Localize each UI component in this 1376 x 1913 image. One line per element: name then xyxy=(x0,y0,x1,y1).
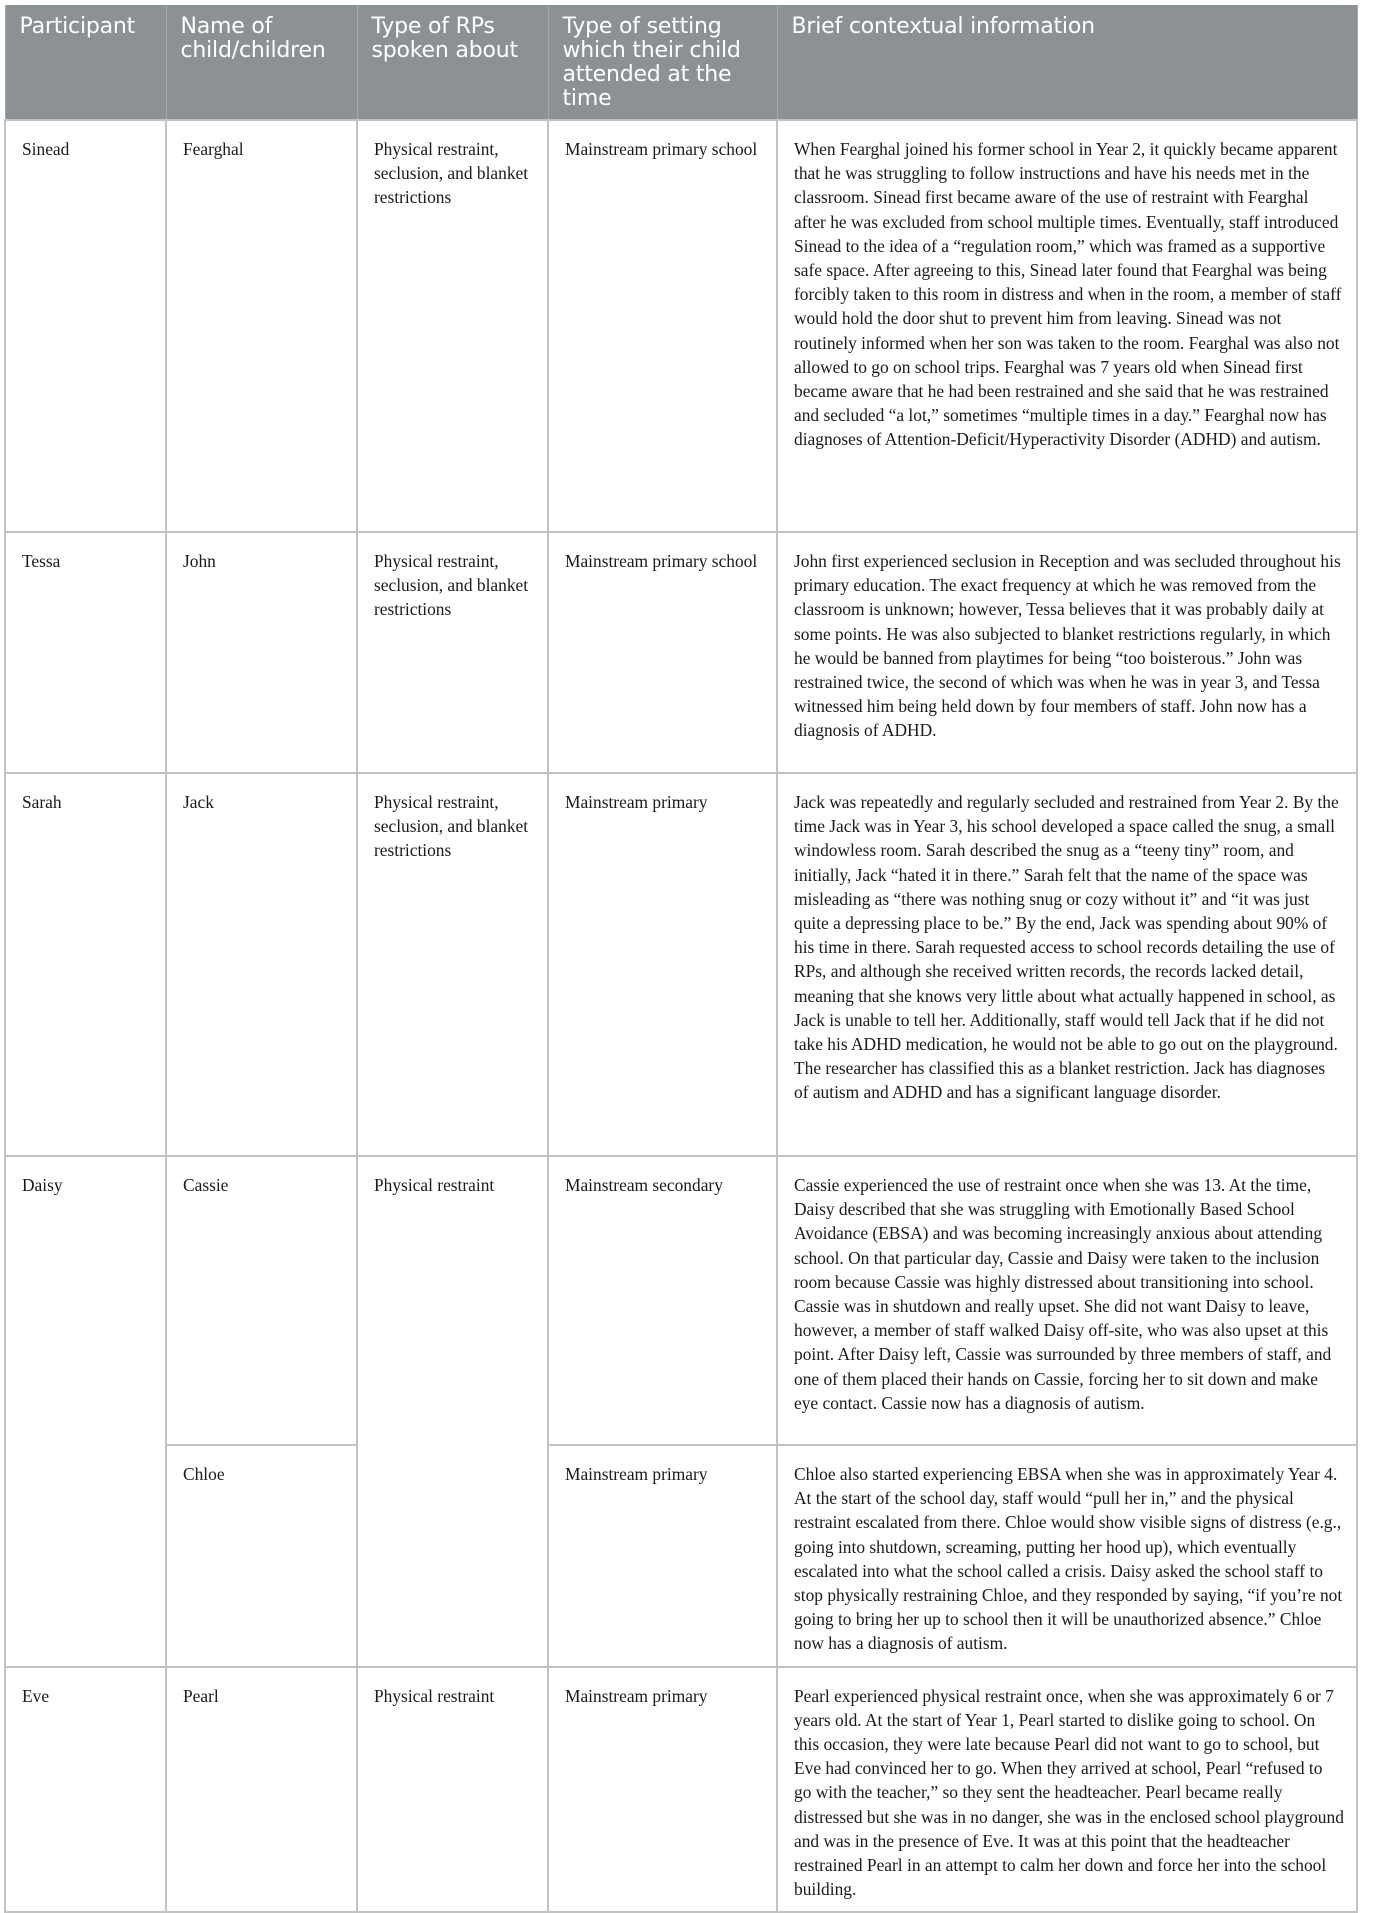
context-cell: Chloe also started experiencing EBSA when she was in approximately Year 4. At the start of the school day, staff would “pull her in,” and the physical restraint escalated from there. Chloe would show visible signs of distress (e.g., going into shutdown, screaming, putting her hood up), which eventually escalated into what the school called a crisis. Daisy asked the school staff to stop physically restraining Chloe, and they responded by saying, “if you’re not going to bring her up to school then it will be unauthorized absence.” Chloe now has a diagnosis of autism. xyxy=(777,1445,1357,1667)
header-setting-type: Type of setting which their child attended at the time xyxy=(548,5,777,120)
header-child-name: Name of child/children xyxy=(166,5,357,120)
rp-type-cell: Physical restraint, seclusion, and blanket restrictions xyxy=(357,532,548,773)
rp-type-cell: Physical restraint, seclusion, and blanket restrictions xyxy=(357,773,548,1156)
table-row xyxy=(5,1667,1357,1913)
table-row xyxy=(5,1156,1357,1445)
header-participant: Participant xyxy=(5,5,166,120)
setting-cell: Mainstream primary school xyxy=(548,120,777,532)
table-row xyxy=(5,532,1357,773)
context-cell: John first experienced seclusion in Reception and was secluded throughout his primary education. The exact frequency at which he was removed from the classroom is unknown; however, Tessa believes that it was probably daily at some points. He was also subjected to blanket restrictions regularly, in which he would be banned from playtimes for being “too boisterous.” John was restrained twice, the second of which was when he was in year 3, and Tessa witnessed him being held down by four members of staff. John now has a diagnosis of ADHD. xyxy=(777,532,1357,773)
child-cell: Jack xyxy=(166,773,357,1156)
child-cell: Chloe xyxy=(166,1445,357,1667)
child-cell: Cassie xyxy=(166,1156,357,1445)
table-row xyxy=(5,773,1357,1156)
context-cell: Cassie experienced the use of restraint once when she was 13. At the time, Daisy described that she was struggling with Emotionally Based School Avoidance (EBSA) and was becoming increasingly anxious about attending school. On that particular day, Cassie and Daisy were taken to the inclusion room because Cassie was highly distressed about transitioning into school. Cassie was in shutdown and really upset. She did not want Daisy to leave, however, a member of staff walked Daisy off-site, who was also upset at this point. After Daisy left, Cassie was surrounded by three members of staff, and one of them placed their hands on Cassie, forcing her to sit down and make eye contact. Cassie now has a diagnosis of autism. xyxy=(777,1156,1357,1445)
participant-cell: Eve xyxy=(5,1667,166,1913)
child-cell: Fearghal xyxy=(166,120,357,532)
header-context: Brief contextual information xyxy=(777,5,1357,120)
table-row xyxy=(5,1445,1357,1667)
child-cell: John xyxy=(166,532,357,773)
context-cell: When Fearghal joined his former school in Year 2, it quickly became apparent that he was struggling to follow instructions and have his needs met in the classroom. Sinead first became aware of the use of restraint with Fearghal after he was excluded from school multiple times. Eventually, staff introduced Sinead to the idea of a “regulation room,” which was framed as a supportive safe space. After agreeing to this, Sinead later found that Fearghal was being forcibly taken to this room in distress and when in the room, a member of staff would hold the door shut to prevent him from leaving. Sinead was not routinely informed when her son was taken to the room. Fearghal was also not allowed to go on school trips. Fearghal was 7 years old when Sinead first became aware that he had been restrained and she said that he was restrained and secluded “a lot,” sometimes “multiple times in a day.” Fearghal now has diagnoses of Attention-Deficit/Hyperactivity Disorder (ADHD) and autism. xyxy=(777,120,1357,532)
setting-cell: Mainstream primary xyxy=(548,773,777,1156)
participant-cell: Sarah xyxy=(5,773,166,1156)
header-rp-type: Type of RPs spoken about xyxy=(357,5,548,120)
participant-cell: Tessa xyxy=(5,532,166,773)
context-cell: Pearl experienced physical restraint once, when she was approximately 6 or 7 years old. At the start of Year 1, Pearl started to dislike going to school. On this occasion, they were late because Pearl did not want to go to school, but Eve had convinced her to go. When they arrived at school, Pearl “refused to go with the teacher,” so they sent the headteacher. Pearl became really distressed but she was in no danger, she was in the enclosed school playground and was in the presence of Eve. It was at this point that the headteacher restrained Pearl in an attempt to calm her down and force her into the school building. xyxy=(777,1667,1357,1913)
participant-cell: Daisy xyxy=(5,1156,166,1667)
rp-type-cell: Physical restraint xyxy=(357,1156,548,1667)
setting-cell: Mainstream primary xyxy=(548,1667,777,1913)
context-cell: Jack was repeatedly and regularly secluded and restrained from Year 2. By the time Jack was in Year 3, his school developed a space called the snug, a small windowless room. Sarah described the snug as a “teeny tiny” room, and initially, Jack “hated it in there.” Sarah felt that the name of the space was misleading as “there was nothing snug or cozy without it” and “it was just quite a depressing place to be.” By the end, Jack was spending about 90% of his time in there. Sarah requested access to school records detailing the use of RPs, and although she received written records, the records lacked detail, meaning that she knows very little about what actually happened in school, as Jack is unable to tell her. Additionally, staff would tell Jack that if he did not take his ADHD medication, he would not be able to go out on the playground. The researcher has classified this as a blanket restriction. Jack has diagnoses of autism and ADHD and has a significant language disorder. xyxy=(777,773,1357,1156)
rp-type-cell: Physical restraint xyxy=(357,1667,548,1913)
header-row xyxy=(5,5,1357,120)
table-row xyxy=(5,120,1357,532)
setting-cell: Mainstream primary xyxy=(548,1445,777,1667)
participants-table xyxy=(4,5,1358,1913)
child-cell: Pearl xyxy=(166,1667,357,1913)
setting-cell: Mainstream secondary xyxy=(548,1156,777,1445)
participant-cell: Sinead xyxy=(5,120,166,532)
setting-cell: Mainstream primary school xyxy=(548,532,777,773)
rp-type-cell: Physical restraint, seclusion, and blanket restrictions xyxy=(357,120,548,532)
